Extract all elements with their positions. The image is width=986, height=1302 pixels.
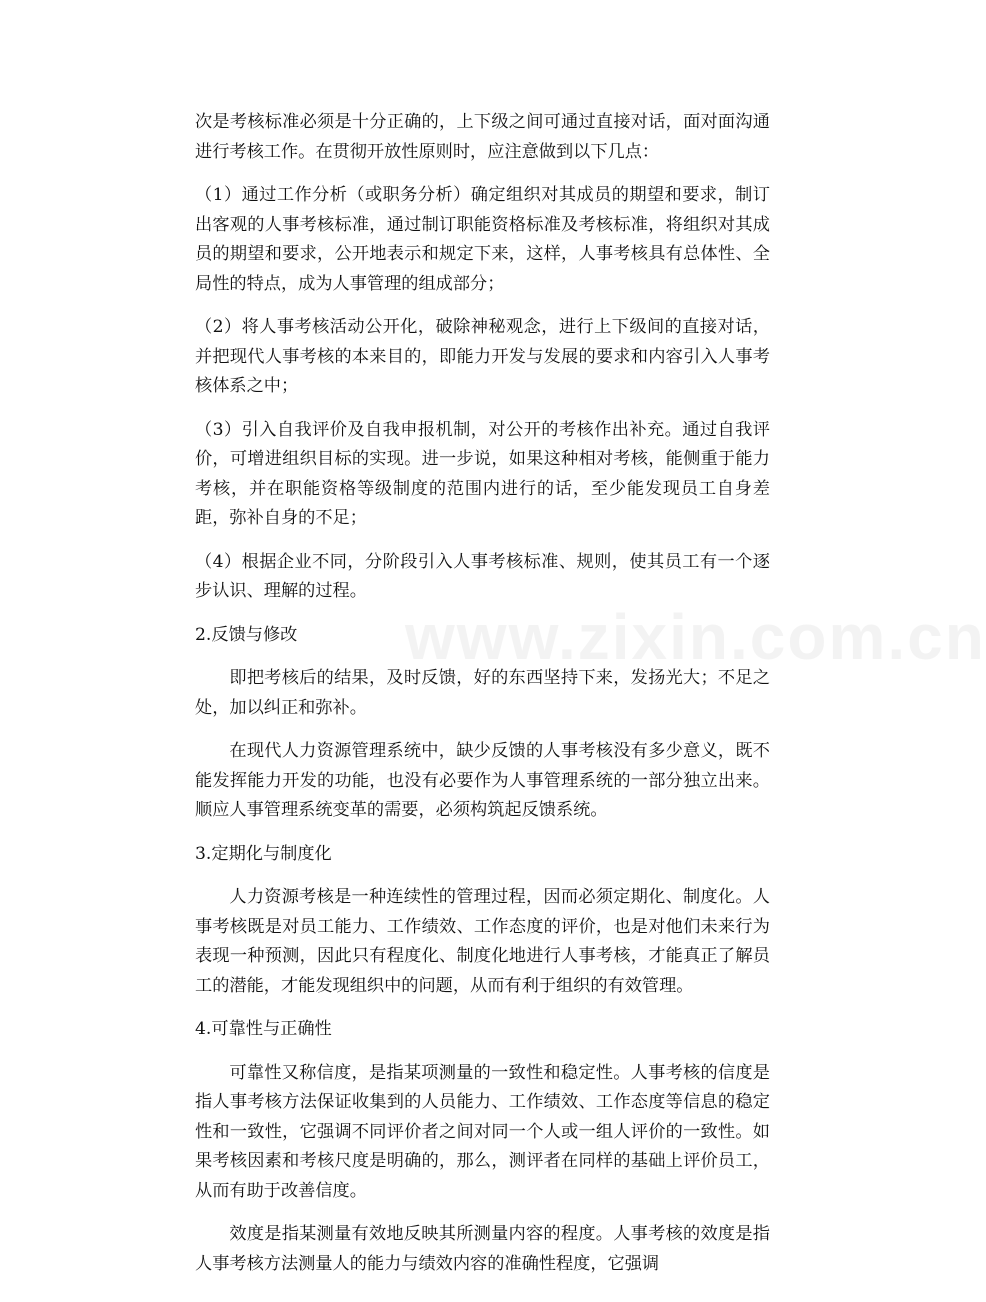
section-heading: 2.反馈与修改 — [195, 624, 298, 645]
paragraph: （2）将人事考核活动公开化，破除神秘观念，进行上下级间的直接对话，并把现代人事考核的本来目的，即能力开发与发展的要求和内容引入人事考核体系之中； — [195, 317, 770, 396]
section-heading: 3.定期化与制度化 — [195, 843, 332, 864]
document-body — [195, 108, 770, 1293]
paragraph: 可靠性又称信度，是指某项测量的一致性和稳定性。人事考核的信度是指人事考核方法保证收集到的人员能力、工作绩效、工作态度等信息的稳定性和一致性，它强调不同评价者之间对同一个人或一组人评价的一致性。如果考核因素和考核尺度是明确的，那么，测评者在同样的基础上评价员工，从而有助于改善信度。 — [195, 1062, 770, 1201]
paragraph: 在现代人力资源管理系统中，缺少反馈的人事考核没有多少意义，既不能发挥能力开发的功能，也没有必要作为人事管理系统的一部分独立出来。顺应人事管理系统变革的需要，必须构筑起反馈系统。 — [195, 741, 770, 820]
paragraph: 人力资源考核是一种连续性的管理过程，因而必须定期化、制度化。人事考核既是对员工能力、工作绩效、工作态度的评价，也是对他们未来行为表现一种预测，因此只有程度化、制度化地进行人事考核，才能真正了解员工的潜能，才能发现组织中的问题，从而有利于组织的有效管理。 — [195, 887, 770, 996]
paragraph: 效度是指某测量有效地反映其所测量内容的程度。人事考核的效度是指人事考核方法测量人的能力与绩效内容的准确性程度，它强调 — [195, 1224, 770, 1274]
paragraph: 次是考核标准必须是十分正确的，上下级之间可通过直接对话，面对面沟通进行考核工作。在贯彻开放性原则时，应注意做到以下几点： — [195, 112, 770, 162]
paragraph: （1）通过工作分析（或职务分析）确定组织对其成员的期望和要求，制订出客观的人事考核标准，通过制订职能资格标准及考核标准，将组织对其成员的期望和要求，公开地表示和规定下来，这样，人事考核具有总体性、全局性的特点，成为人事管理的组成部分； — [195, 185, 770, 294]
paragraph: 即把考核后的结果，及时反馈，好的东西坚持下来，发扬光大；不足之处，加以纠正和弥补。 — [195, 668, 770, 718]
paragraph: （3）引入自我评价及自我申报机制，对公开的考核作出补充。通过自我评价，可增进组织目标的实现。进一步说，如果这种相对考核，能侧重于能力考核，并在职能资格等级制度的范围内进行的话，至少能发现员工自身差距，弥补自身的不足； — [195, 419, 770, 528]
paragraph: （4）根据企业不同，分阶段引入人事考核标准、规则，使其员工有一个逐步认识、理解的过程。 — [195, 551, 770, 601]
section-heading: 4.可靠性与正确性 — [195, 1019, 332, 1039]
watermark: www.zixin.com.cn — [405, 601, 986, 673]
